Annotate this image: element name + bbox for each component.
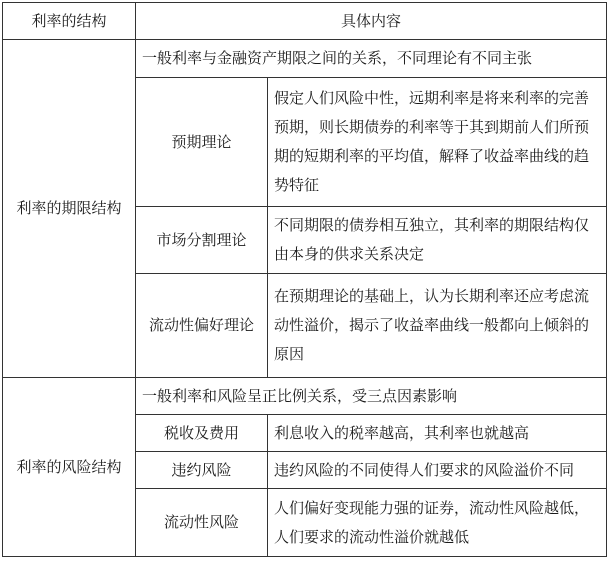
term-structure-intro: 一般利率与金融资产期限之间的关系，不同理论有不同主张 [136, 40, 607, 78]
factor-name: 流动性风险 [136, 489, 268, 557]
risk-intro-row [3, 378, 607, 415]
interest-rate-structure-table [2, 2, 607, 557]
theory-name: 流动性偏好理论 [136, 274, 268, 378]
factor-description: 违约风险的不同使得人们要求的风险溢价不同 [268, 452, 607, 489]
factor-name: 违约风险 [136, 452, 268, 489]
theory-description: 假定人们风险中性，远期利率是将来利率的完善预期，则长期债券的利率等于其到期前人们所预期的短期利率的平均值，解释了收益率曲线的趋势特征 [268, 78, 607, 207]
theory-description: 不同期限的债券相互独立，其利率的期限结构仅由本身的供求关系决定 [268, 207, 607, 274]
factor-description: 人们偏好变现能力强的证券，流动性风险越低，人们要求的流动性溢价就越低 [268, 489, 607, 557]
theory-name: 市场分割理论 [136, 207, 268, 274]
header-content-cell: 具体内容 [136, 3, 607, 40]
theory-description: 在预期理论的基础上，认为长期利率还应考虑流动性溢价，揭示了收益率曲线一般都向上倾斜的原因 [268, 274, 607, 378]
term-intro-row [3, 40, 607, 78]
risk-structure-intro: 一般利率和风险呈正比例关系，受三点因素影响 [136, 378, 607, 415]
risk-structure-label: 利率的风险结构 [3, 378, 136, 557]
header-row [3, 3, 607, 40]
term-structure-label: 利率的期限结构 [3, 40, 136, 378]
factor-description: 利息收入的税率越高，其利率也就越高 [268, 415, 607, 452]
factor-name: 税收及费用 [136, 415, 268, 452]
theory-name: 预期理论 [136, 78, 268, 207]
header-structure-cell: 利率的结构 [3, 3, 136, 40]
